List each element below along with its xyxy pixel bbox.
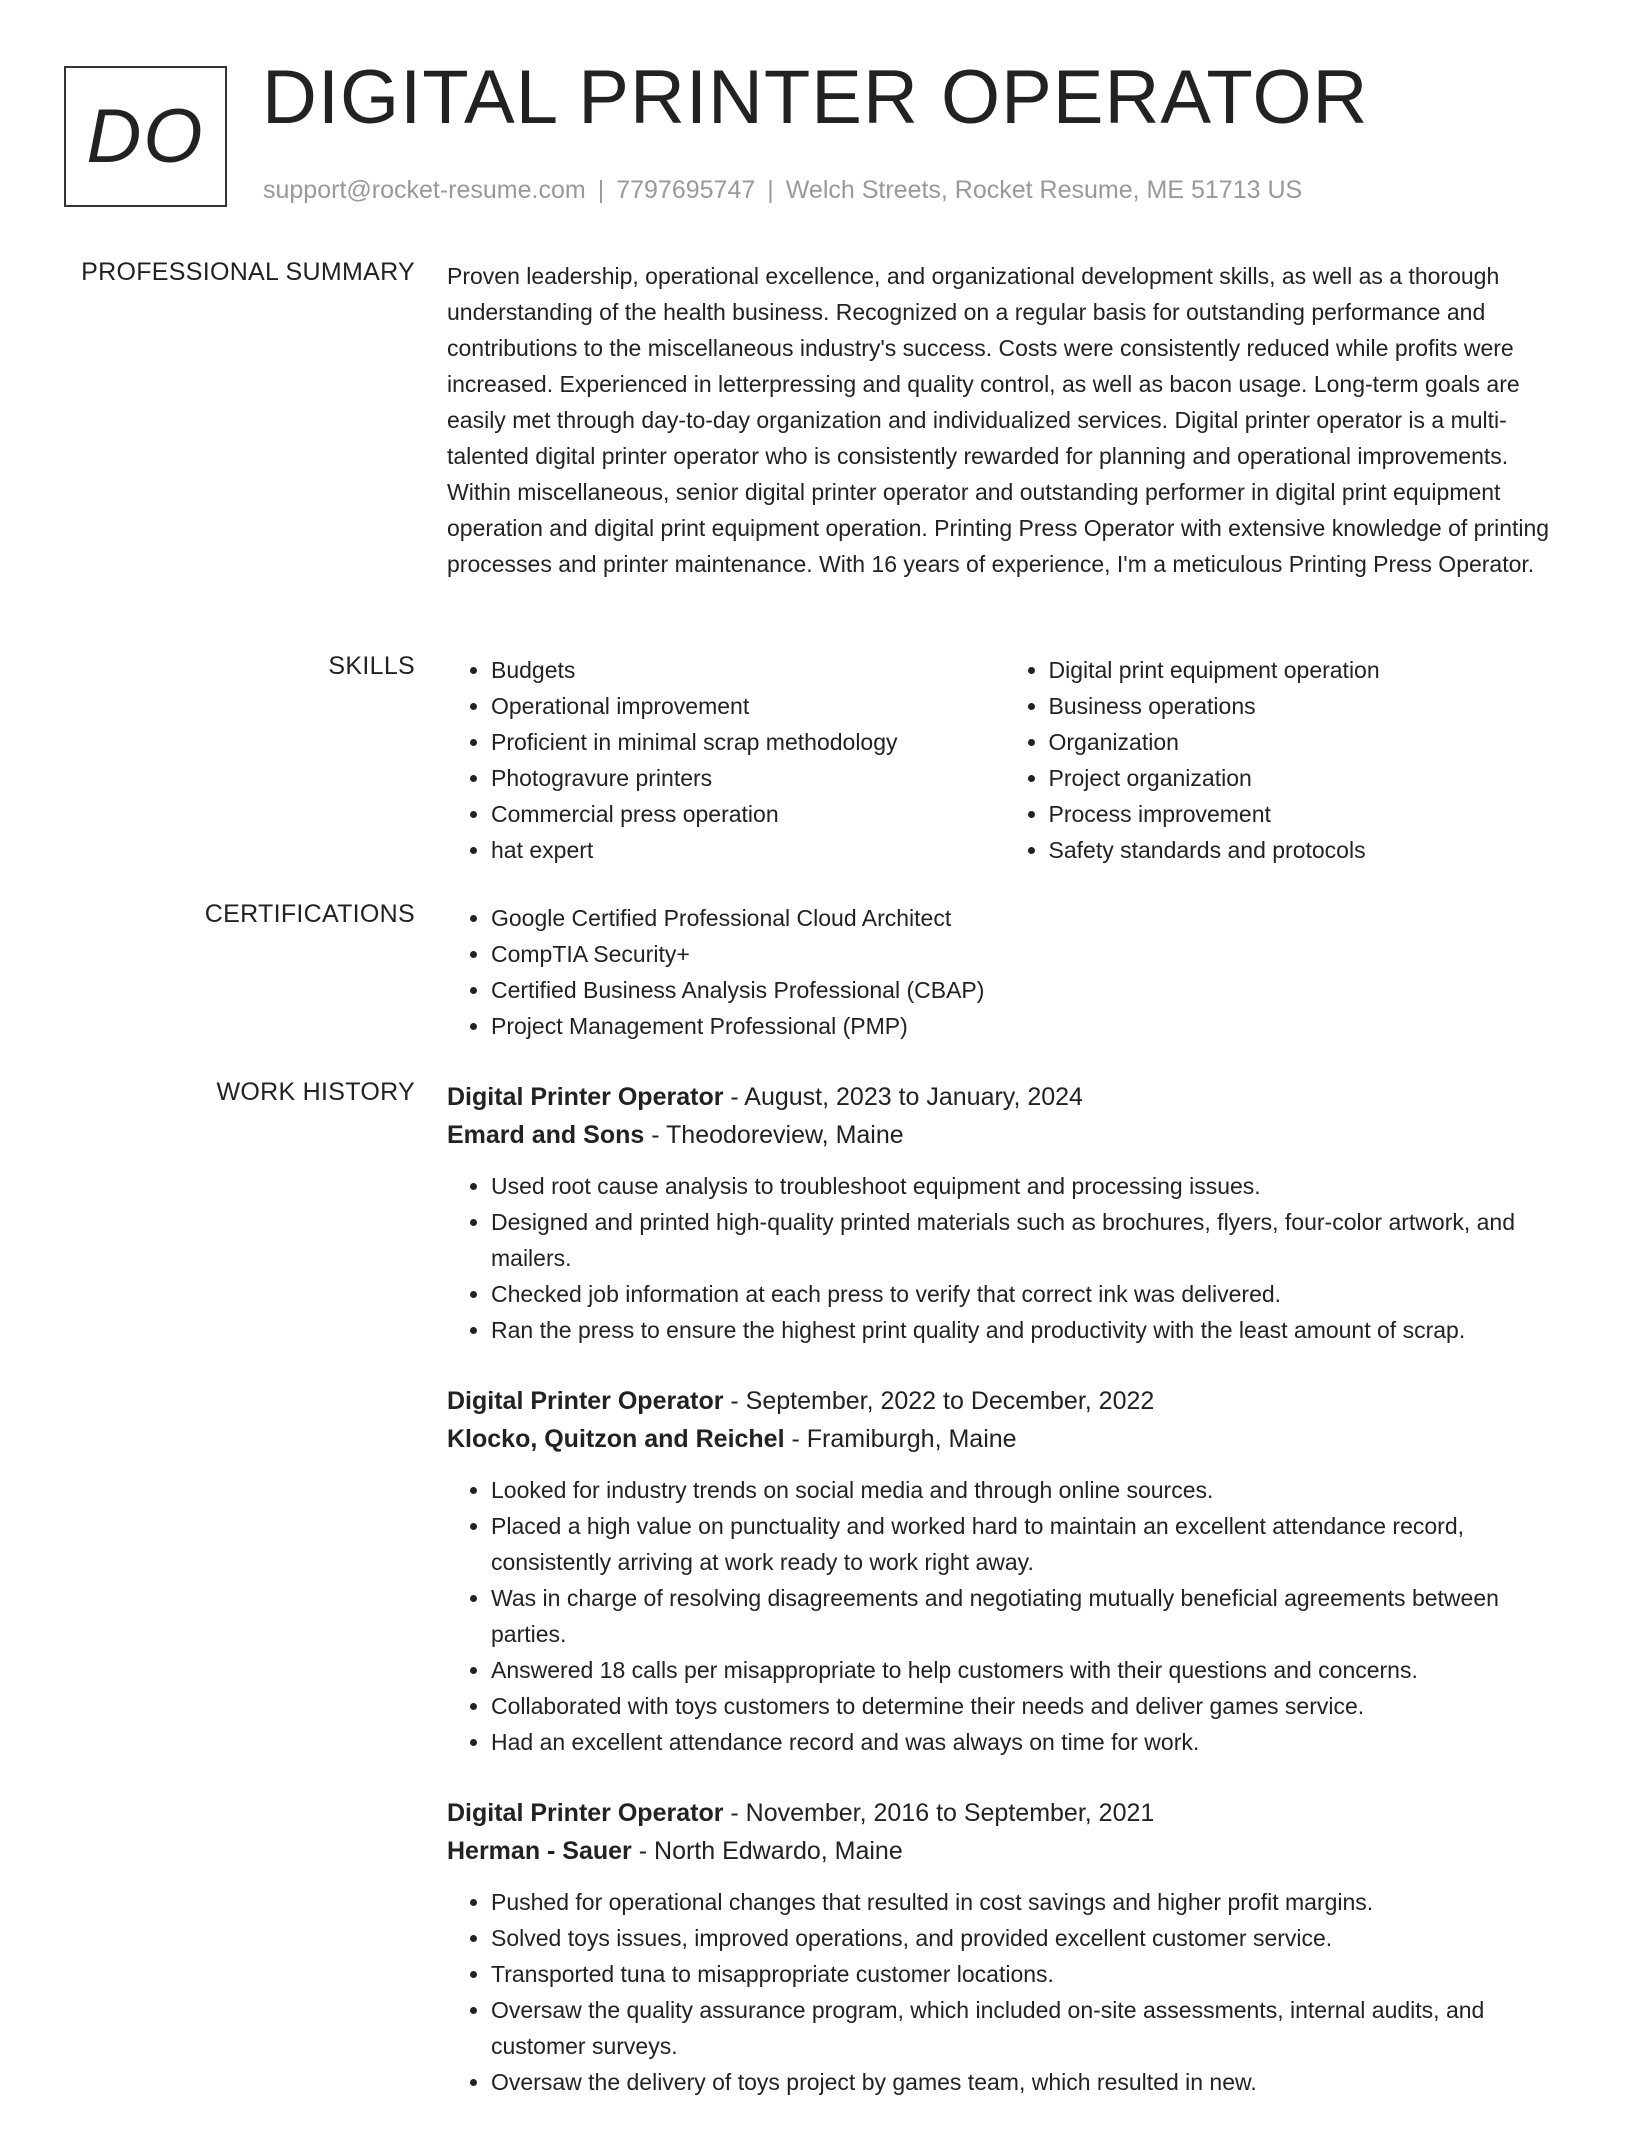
job-location: - Theodoreview, Maine	[644, 1121, 904, 1149]
skill-item: • Digital print equipment operation	[1049, 652, 1563, 688]
job-bullets	[447, 1884, 1562, 2100]
job-dates: - August, 2023 to January, 2024	[723, 1083, 1083, 1111]
job-location: - Framiburgh, Maine	[784, 1425, 1017, 1453]
skill-item: • Budgets	[491, 652, 1005, 688]
monogram-box	[64, 66, 227, 207]
skills-body	[447, 652, 1562, 868]
work-history-heading: WORK HISTORY	[216, 1078, 415, 1106]
job-bullet: • Checked job information at each press to verify that correct ink was delivered.	[491, 1276, 1562, 1312]
contact-phone: 7797695747	[616, 176, 756, 204]
certification-item: • Project Management Professional (PMP)	[491, 1008, 1562, 1044]
job-title: Digital Printer Operator	[447, 1799, 724, 1827]
contact-email: support@rocket-resume.com	[263, 176, 586, 204]
certifications-list	[447, 900, 1562, 1044]
summary-text: Proven leadership, operational excellence, and organizational development skills, as well as a thorough understanding of the health business. Recognized on a regular basis for outstanding performance and contributions to the miscellaneous industry's success. Costs were consistently reduced while profits were increased. Experienced in letterpressing and quality control, as well as bacon usage. Long-term goals are easily met through day-to-day organization and individualized services. Digital printer operator is a multi-talented digital printer operator who is consistently rewarded for planning and operational improvements. Within miscellaneous, senior digital printer operator and outstanding performer in digital print equipment operation and digital print equipment operation. Printing Press Operator with extensive knowledge of printing processes and printer maintenance. With 16 years of experience, I'm a meticulous Printing Press Operator.	[447, 263, 1550, 577]
job-bullets	[447, 1168, 1562, 1348]
job-bullet: • Looked for industry trends on social media and through online sources.	[491, 1472, 1562, 1508]
job-title-line	[447, 1382, 1562, 1420]
certification-item: • CompTIA Security+	[491, 936, 1562, 972]
job-company: Emard and Sons	[447, 1121, 645, 1149]
skill-item: • Safety standards and protocols	[1049, 832, 1563, 868]
skill-item: • Organization	[1049, 724, 1563, 760]
job-bullet: • Answered 18 calls per misappropriate to help customers with their questions and concerns.	[491, 1652, 1562, 1688]
job-company-line	[447, 1420, 1562, 1458]
job-bullet: • Collaborated with toys customers to determine their needs and deliver games service.	[491, 1688, 1562, 1724]
skills-list-right	[1005, 652, 1563, 868]
summary-body	[447, 258, 1562, 582]
skills-list-left	[447, 652, 1005, 868]
skill-item: • Project organization	[1049, 760, 1563, 796]
job-entry	[447, 1078, 1562, 1348]
skill-item: • Operational improvement	[491, 688, 1005, 724]
certifications-heading: CERTIFICATIONS	[204, 900, 415, 928]
job-bullet: • Transported tuna to misappropriate customer locations.	[491, 1956, 1562, 1992]
job-company: Herman - Sauer	[447, 1837, 632, 1865]
job-entry	[447, 1794, 1562, 2100]
contact-address: Welch Streets, Rocket Resume, ME 51713 US	[785, 176, 1303, 204]
job-company-line	[447, 1832, 1562, 1870]
job-bullet: • Oversaw the delivery of toys project by games team, which resulted in new.	[491, 2064, 1562, 2100]
skills-heading: SKILLS	[328, 652, 415, 680]
resume-title: DIGITAL PRINTER OPERATOR	[262, 55, 1369, 140]
job-title-line	[447, 1078, 1562, 1116]
skill-item: • hat expert	[491, 832, 1005, 868]
job-bullet: • Used root cause analysis to troubleshoot equipment and processing issues.	[491, 1168, 1562, 1204]
job-company-line	[447, 1116, 1562, 1154]
job-bullet: • Pushed for operational changes that resulted in cost savings and higher profit margins.	[491, 1884, 1562, 1920]
skill-item: • Process improvement	[1049, 796, 1563, 832]
certification-item: • Certified Business Analysis Professional (CBAP)	[491, 972, 1562, 1008]
job-bullet: • Was in charge of resolving disagreements and negotiating mutually beneficial agreements between parties.	[491, 1580, 1562, 1652]
job-dates: - November, 2016 to September, 2021	[723, 1799, 1155, 1827]
job-bullet: • Placed a high value on punctuality and worked hard to maintain an excellent attendance record, consistently arriving at work ready to work right away.	[491, 1508, 1562, 1580]
skill-item: • Photogravure printers	[491, 760, 1005, 796]
contact-line	[263, 176, 1302, 205]
job-bullet: • Solved toys issues, improved operations, and provided excellent customer service.	[491, 1920, 1562, 1956]
job-bullets	[447, 1472, 1562, 1760]
job-title-line	[447, 1794, 1562, 1832]
work-history-body	[447, 1078, 1562, 2134]
job-title: Digital Printer Operator	[447, 1083, 724, 1111]
skill-item: • Commercial press operation	[491, 796, 1005, 832]
job-bullet: • Designed and printed high-quality printed materials such as brochures, flyers, four-color artwork, and mailers.	[491, 1204, 1562, 1276]
job-dates: - September, 2022 to December, 2022	[723, 1387, 1155, 1415]
job-company: Klocko, Quitzon and Reichel	[447, 1425, 785, 1453]
job-location: - North Edwardo, Maine	[631, 1837, 903, 1865]
skill-item: • Business operations	[1049, 688, 1563, 724]
job-title: Digital Printer Operator	[447, 1387, 724, 1415]
job-entry	[447, 1382, 1562, 1760]
monogram-initials: DO	[86, 94, 205, 179]
summary-heading: PROFESSIONAL SUMMARY	[81, 258, 415, 286]
job-bullet: • Ran the press to ensure the highest print quality and productivity with the least amount of scrap.	[491, 1312, 1562, 1348]
contact-separator: |	[767, 176, 774, 204]
skill-item: • Proficient in minimal scrap methodology	[491, 724, 1005, 760]
certification-item: • Google Certified Professional Cloud Architect	[491, 900, 1562, 936]
certifications-body	[447, 900, 1562, 1044]
contact-separator: |	[597, 176, 605, 204]
job-bullet: • Oversaw the quality assurance program, which included on-site assessments, internal audits, and customer surveys.	[491, 1992, 1562, 2064]
job-bullet: • Had an excellent attendance record and was always on time for work.	[491, 1724, 1562, 1760]
